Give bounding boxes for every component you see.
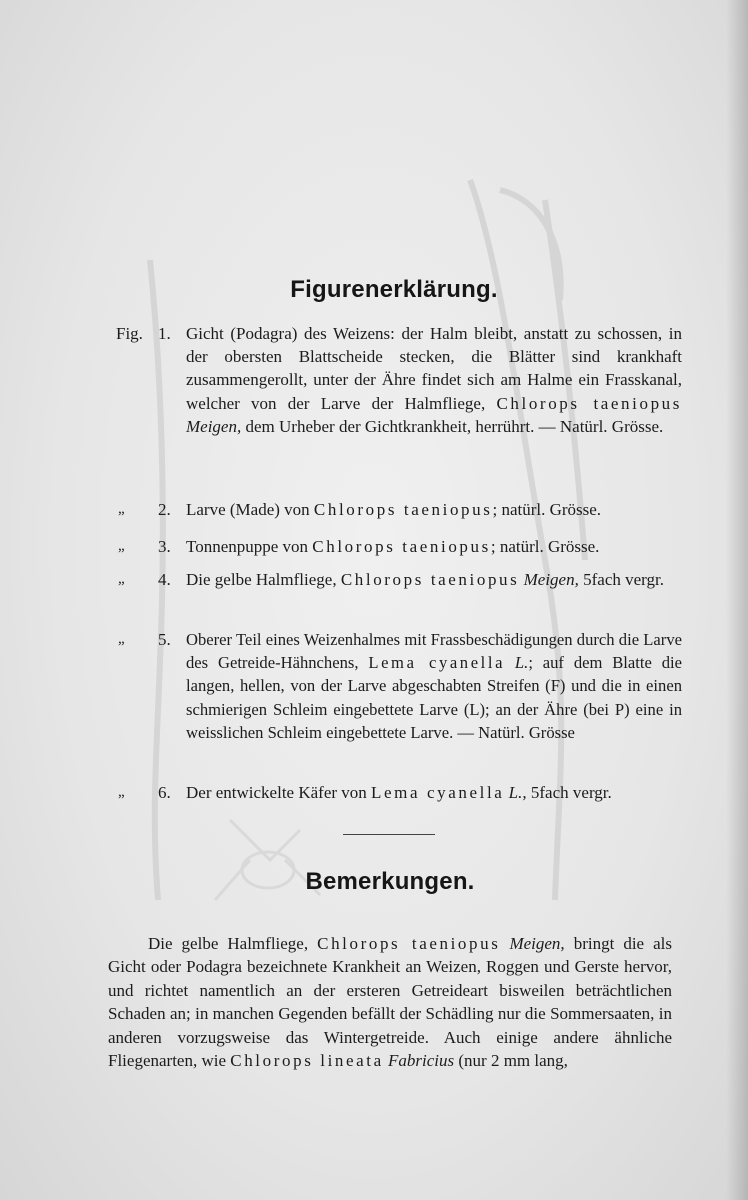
paragraph-text: bringt die als Gicht oder Podagra bezeichnete Krankheit an Weizen, Roggen und Gerste hervor, und richtet namentlich an der ersteren Getreideart bisweilen beträchtlichen Schaden an; in manchen Gegenden befällt der Schädling nur die Sommersaaten, in anderen vorzugsweise das Wintergetreide. Auch einige andere ähnliche Fliegenarten, wie xyxy=(108,934,672,1071)
entry-text: Larve (Made) von xyxy=(186,500,310,519)
remarks-paragraph xyxy=(108,932,672,1072)
entry-text: Gicht (Podagra) des Weizens: der Halm bleibt, anstatt zu schossen, in der obersten Blattscheide stecken, die Blätter sind krankhaft zusammengerollt, unter der Ähre findet sich am Halme ein Frasskanal, welcher von der Larve der Halmfliege, xyxy=(186,324,682,413)
ditto-mark: „ xyxy=(118,571,125,587)
fig-label: Fig. xyxy=(116,324,143,343)
species-author: Meigen, xyxy=(509,934,565,953)
figure-entry-3 xyxy=(116,535,682,558)
paragraph-text: (nur 2 mm lang, xyxy=(458,1051,568,1071)
entry-text: Tonnenpuppe von xyxy=(186,537,309,556)
species-author: Fabricius xyxy=(388,1051,455,1071)
figure-entry-1 xyxy=(116,322,682,438)
figure-legend-heading: Figurenerklärung. xyxy=(290,276,498,303)
figure-number: 4. xyxy=(158,570,171,589)
species-name: Chlorops taeniopus xyxy=(496,393,682,413)
paragraph-text: Die gelbe Halmfliege, xyxy=(148,934,309,953)
entry-text: ; auf dem Blatte die langen, hellen, von der Larve abgeschabten Streifen (F) und die in einen schmierigen Schleim eingebettete Larve (L); an der Ähre (bei P) eine in weisslichen Schleim eingebettete Larve. — Natürl. Grösse xyxy=(186,653,682,742)
species-name: Lema cyanella xyxy=(371,783,505,802)
entry-text: dem Urheber der Gichtkrankheit, herrührt. — Natürl. Grösse. xyxy=(245,416,664,436)
section-divider xyxy=(343,834,435,835)
species-author: Meigen, xyxy=(523,570,579,589)
species-name: Chlorops lineata xyxy=(230,1051,384,1071)
species-name: Chlorops taeniopus xyxy=(340,570,520,589)
species-name: Chlorops taeniopus xyxy=(312,537,491,556)
entry-text: Der entwickelte Käfer von xyxy=(186,783,367,802)
figure-number: 2. xyxy=(158,500,171,519)
species-author: Meigen, xyxy=(186,416,242,436)
figure-entry-4 xyxy=(116,568,682,591)
species-name: Chlorops taeniopus xyxy=(313,500,493,519)
species-name: Chlorops taeniopus xyxy=(317,934,501,953)
ditto-mark: „ xyxy=(118,784,125,800)
ditto-mark: „ xyxy=(118,538,125,554)
figure-entry-5 xyxy=(116,628,682,744)
figure-entry-6 xyxy=(116,781,682,804)
species-name: Lema cyanella xyxy=(368,653,506,673)
ditto-mark: „ xyxy=(118,631,125,647)
figure-entry-2 xyxy=(116,498,682,521)
figure-number: 6. xyxy=(158,783,171,802)
entry-text: Oberer Teil eines Weizenhalmes mit Frassbeschädigungen durch die Larve des Getreide-Hähnchens, xyxy=(186,630,682,673)
remarks-heading: Bemerkungen. xyxy=(305,868,475,895)
species-author: L., xyxy=(508,783,527,802)
ditto-mark: „ xyxy=(118,501,125,517)
entry-text: Die gelbe Halmfliege, xyxy=(186,570,337,589)
entry-text: 5fach vergr. xyxy=(583,570,664,589)
page-edge-shadow xyxy=(726,0,748,1200)
species-author: L. xyxy=(514,653,529,673)
figure-number: 3. xyxy=(158,537,171,556)
entry-text: 5fach vergr. xyxy=(530,783,612,802)
entry-text: ; natürl. Grösse. xyxy=(490,537,600,556)
figure-number: 1. xyxy=(158,324,171,343)
figure-number: 5. xyxy=(158,630,171,649)
entry-text: ; natürl. Grösse. xyxy=(492,500,602,519)
